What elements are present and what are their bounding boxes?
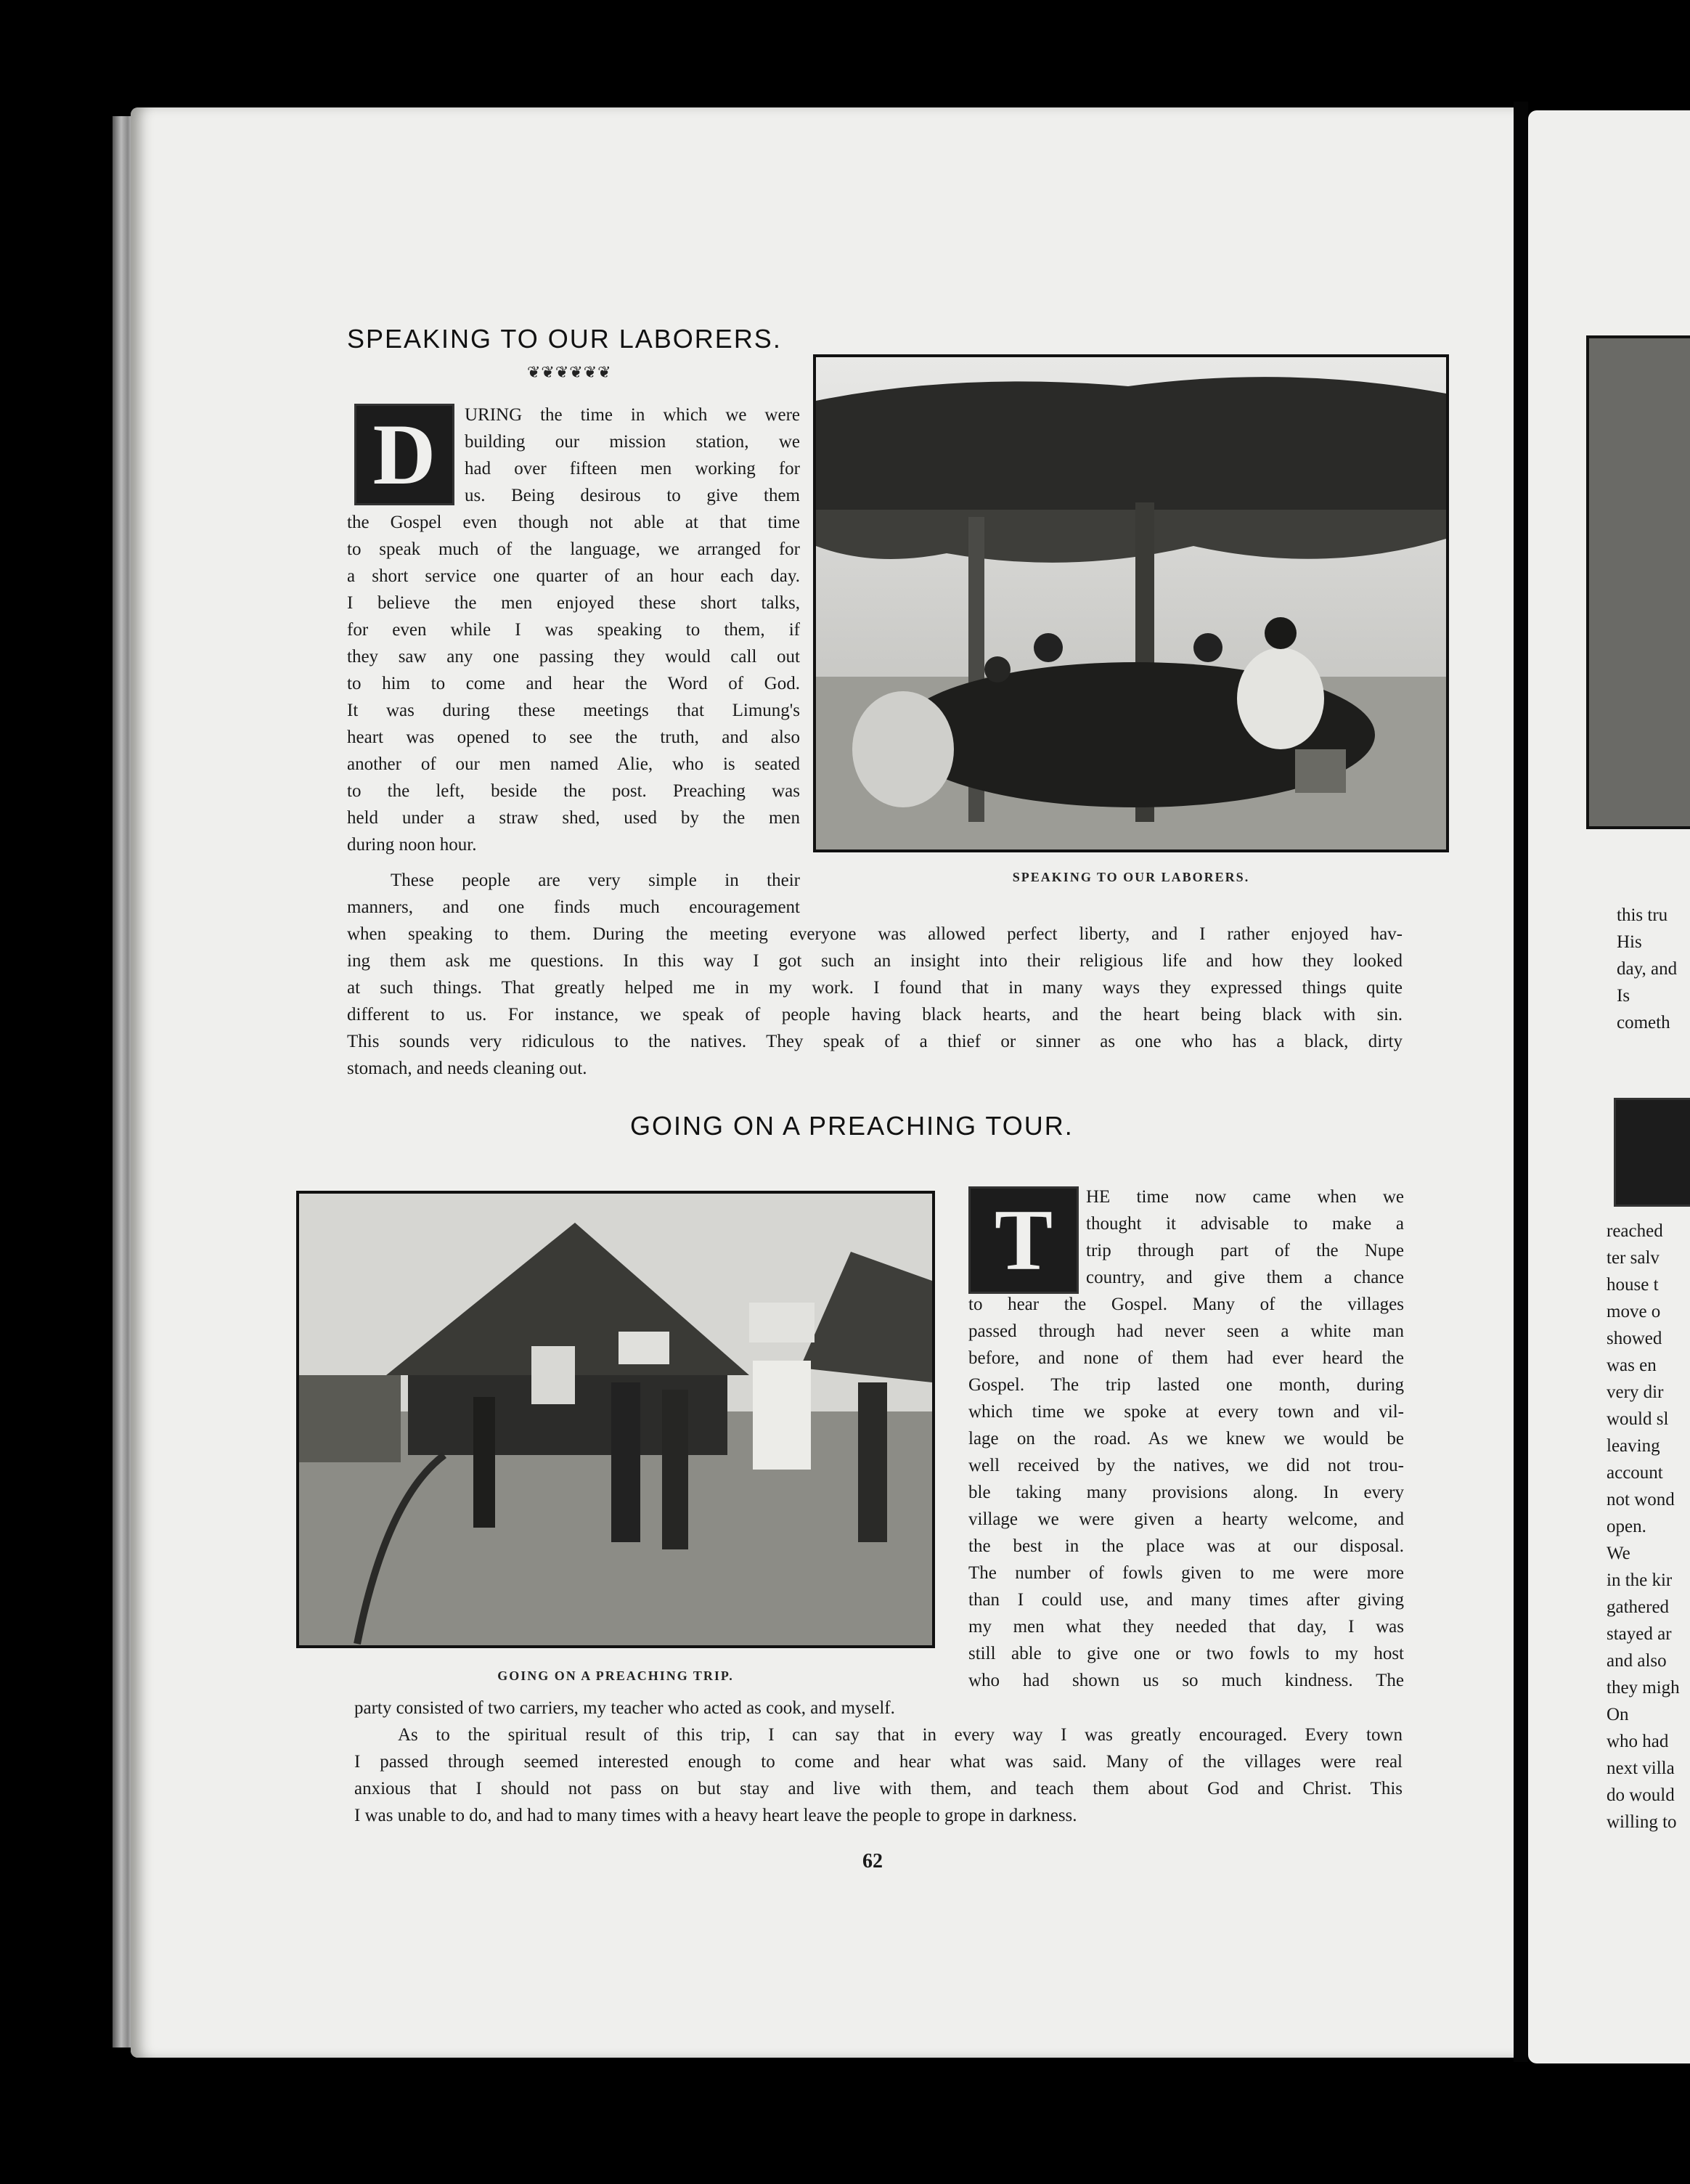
- right-page-text-line: was en: [1607, 1356, 1657, 1375]
- dropcap-d: D: [354, 404, 454, 505]
- body-text-line: another of our men named Alie, who is seated: [347, 754, 800, 774]
- right-page-text-line: this tru: [1617, 905, 1668, 925]
- body-text-line: to the left, beside the post. Preaching was: [347, 781, 800, 801]
- right-page-text-line: not wond: [1607, 1490, 1675, 1509]
- body-text-line: This sounds very ridiculous to the natives. They speak of a thief or sinner as one who has a black, dirty: [347, 1032, 1403, 1051]
- right-page-text-line: On: [1607, 1705, 1629, 1724]
- body-text-line: I was unable to do, and had to many times with a heavy heart leave the people to grope in darkness.: [354, 1806, 1077, 1825]
- body-text-line: well received by the natives, we did not trou-: [968, 1456, 1404, 1475]
- right-page-text-line: reached: [1607, 1221, 1663, 1241]
- body-text-line: before, and none of them had ever heard the: [968, 1348, 1404, 1368]
- book-gutter: [1514, 102, 1528, 2062]
- right-page-text-line: gathered: [1607, 1597, 1670, 1617]
- body-text-line: which time we spoke at every town and vil-: [968, 1402, 1404, 1422]
- body-text-line: when speaking to them. During the meeting everyone was allowed perfect liberty, and I rather enjoyed hav-: [347, 924, 1403, 944]
- right-page-text-line: stayed ar: [1607, 1624, 1672, 1644]
- body-text-line: who had shown us so much kindness. The: [968, 1671, 1404, 1690]
- body-text-line: party consisted of two carriers, my teacher who acted as cook, and myself.: [354, 1698, 895, 1718]
- body-text-line: a short service one quarter of an hour each day.: [347, 566, 800, 586]
- right-page-text-line: open.: [1607, 1517, 1646, 1536]
- photo-speaking-to-laborers: [813, 354, 1449, 852]
- body-text-line: As to the spiritual result of this trip, I can say that in every way I was greatly encouraged. Every town: [398, 1725, 1403, 1745]
- photo-shed-scene: [816, 357, 1446, 849]
- photo-village-scene: [299, 1194, 932, 1645]
- right-page-text-line: and also: [1607, 1651, 1667, 1671]
- section1-para2-full: [347, 921, 1403, 1082]
- body-text-line: the best in the place was at our disposal.: [968, 1536, 1404, 1556]
- body-text-line: It was during these meetings that Limung's: [347, 701, 800, 720]
- left-page: [131, 107, 1514, 2058]
- right-page-text-line: showed: [1607, 1329, 1662, 1348]
- body-text-line: manners, and one finds much encouragement: [347, 897, 800, 917]
- photo-caption-laborers: SPEAKING TO OUR LABORERS.: [1012, 870, 1250, 884]
- body-text-line: ing them ask me questions. In this way I got such an insight into their religious life and how they looked: [347, 951, 1403, 971]
- dropcap-t: T: [968, 1186, 1079, 1294]
- body-text-line: building our mission station, we: [465, 432, 800, 452]
- body-text-line: my men what they needed that day, I was: [968, 1617, 1404, 1637]
- right-page-text-line: account: [1607, 1463, 1663, 1483]
- right-page-text-bottom: [1607, 1218, 1690, 1835]
- body-text-line: us. Being desirous to give them: [465, 486, 800, 505]
- body-text-line: I passed through seemed interested enough to come and hear what was said. Many of the villages were real: [354, 1752, 1403, 1772]
- photo-caption-preaching-trip: GOING ON A PREACHING TRIP.: [497, 1668, 734, 1683]
- section2-column-text: [968, 1183, 1404, 1694]
- section-heading-speaking: SPEAKING TO OUR LABORERS.: [347, 324, 782, 354]
- body-text-line: trip through part of the Nupe: [1086, 1241, 1404, 1260]
- body-text-line: These people are very simple in their: [391, 871, 800, 890]
- section2-full-text: [354, 1695, 1403, 1829]
- right-page-text-line: house t: [1607, 1275, 1659, 1295]
- right-page-fragment: [1528, 110, 1690, 2063]
- body-text-line: held under a straw shed, used by the men: [347, 808, 800, 828]
- right-page-text-line: willing to: [1607, 1812, 1677, 1832]
- right-dropcap: [1614, 1098, 1690, 1207]
- right-page-text-line: move o: [1607, 1302, 1661, 1321]
- right-page-text-line: cometh: [1617, 1013, 1670, 1032]
- body-text-line: still able to give one or two fowls to my host: [968, 1644, 1404, 1663]
- right-page-text-line: His: [1617, 932, 1642, 952]
- right-page-text-line: next villa: [1607, 1759, 1675, 1778]
- section1-para2-column: [347, 867, 800, 921]
- right-page-text-line: who had: [1607, 1732, 1669, 1751]
- section-heading-preaching-tour: GOING ON A PREACHING TOUR.: [630, 1111, 1074, 1141]
- right-page-text-line: do would: [1607, 1785, 1675, 1805]
- body-text-line: The number of fowls given to me were more: [968, 1563, 1404, 1583]
- right-page-text-line: very dir: [1607, 1382, 1664, 1402]
- body-text-line: than I could use, and many times after giving: [968, 1590, 1404, 1610]
- body-text-line: to him to come and hear the Word of God.: [347, 674, 800, 693]
- right-page-text-line: We: [1607, 1544, 1630, 1563]
- body-text-line: to hear the Gospel. Many of the villages: [968, 1295, 1404, 1314]
- body-text-line: had over fifteen men working for: [465, 459, 800, 478]
- right-page-text-line: they migh: [1607, 1678, 1680, 1698]
- body-text-line: I believe the men enjoyed these short talks,: [347, 593, 800, 613]
- right-page-text-line: ter salv: [1607, 1248, 1660, 1268]
- right-page-photo-fragment: [1586, 335, 1690, 829]
- photo-preaching-trip: [296, 1191, 935, 1648]
- body-text-line: Gospel. The trip lasted one month, during: [968, 1375, 1404, 1395]
- body-text-line: thought it advisable to make a: [1086, 1214, 1404, 1234]
- body-text-line: URING the time in which we were: [465, 405, 800, 425]
- body-text-line: HE time now came when we: [1086, 1187, 1404, 1207]
- body-text-line: ble taking many provisions along. In every: [968, 1483, 1404, 1502]
- body-text-line: during noon hour.: [347, 835, 477, 855]
- body-text-line: different to us. For instance, we speak of people having black hearts, and the heart being black with sin.: [347, 1005, 1403, 1024]
- body-text-line: for even while I was speaking to them, if: [347, 620, 800, 640]
- body-text-line: passed through had never seen a white man: [968, 1321, 1404, 1341]
- right-page-text-line: leaving: [1607, 1436, 1660, 1456]
- right-page-text-line: in the kir: [1607, 1570, 1673, 1590]
- page-number: 62: [862, 1850, 883, 1873]
- right-page-text-line: would sl: [1607, 1409, 1669, 1429]
- body-text-line: the Gospel even though not able at that time: [347, 513, 800, 532]
- right-page-text-line: day, and: [1617, 959, 1678, 979]
- right-page-text-line: Is: [1617, 986, 1630, 1006]
- body-text-line: country, and give them a chance: [1086, 1268, 1404, 1287]
- body-text-line: village we were given a hearty welcome, and: [968, 1509, 1404, 1529]
- heading-ornament: ❦❦❦❦❦❦: [527, 363, 612, 381]
- body-text-line: heart was opened to see the truth, and also: [347, 728, 800, 747]
- body-text-line: stomach, and needs cleaning out.: [347, 1059, 587, 1078]
- body-text-line: to speak much of the language, we arranged for: [347, 539, 800, 559]
- right-page-text-top: [1617, 902, 1690, 1036]
- body-text-line: they saw any one passing they would call out: [347, 647, 800, 667]
- body-text-line: at such things. That greatly helped me in my work. I found that in many ways they expressed things quite: [347, 978, 1403, 998]
- body-text-line: lage on the road. As we knew we would be: [968, 1429, 1404, 1448]
- body-text-line: anxious that I should not pass on but stay and live with them, and teach them about God and Christ. This: [354, 1779, 1403, 1798]
